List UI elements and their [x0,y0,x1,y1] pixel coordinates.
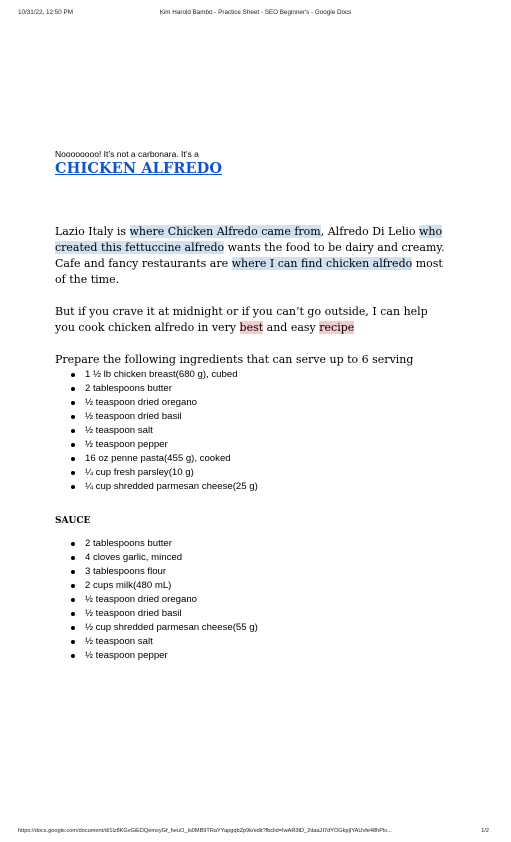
ingredients-list [55,368,258,494]
bullet-icon [71,485,75,489]
list-item [55,396,258,410]
list-item-text: ½ teaspoon salt [85,425,153,436]
list-item-text: ½ teaspoon dried basil [85,411,182,422]
list-item-text: 2 tablespoons butter [85,538,172,549]
bullet-icon [71,598,75,602]
bullet-icon [71,556,75,560]
text-segment: and easy [263,321,320,334]
bullet-icon [71,415,75,419]
list-item [55,410,258,424]
highlighted-phrase: where Chicken Alfredo came from [129,225,321,238]
text-segment: wants the food to be dairy and creamy. Cafe and fancy restaurants are [55,241,445,270]
list-item-text: 2 tablespoons butter [85,383,172,394]
print-datetime: 10/31/22, 12:50 PM [18,9,73,16]
list-item-text: ½ teaspoon dried oregano [85,594,198,605]
list-item [55,452,258,466]
paragraph-craving [55,304,450,336]
highlighted-word: recipe [319,321,355,334]
bullet-icon [71,401,75,405]
text-segment: most of the time. [55,257,443,286]
bullet-icon [71,542,75,546]
list-item [55,438,258,452]
bullet-icon [71,626,75,630]
bullet-icon [71,612,75,616]
bullet-icon [71,457,75,461]
intro-text: Noooooooo! It’s not a carbonara. It’s a [55,149,199,159]
bullet-icon [71,654,75,658]
list-item-text: 2 cups milk(480 mL) [85,580,172,591]
highlighted-phrase: who created this fettuccine alfredo [55,225,443,254]
bullet-icon [71,640,75,644]
bullet-icon [71,471,75,475]
print-doc-title: Kim Harold Bambo - Practice Sheet - SEO Beginner's - Google Docs [159,9,352,16]
list-item [55,621,258,635]
list-item [55,466,258,480]
list-item [55,565,258,579]
list-item-text: ¼ cup fresh parsley(10 g) [85,467,194,478]
list-item [55,593,258,607]
list-item [55,607,258,621]
list-item-text: 3 tablespoons flour [85,566,167,577]
bullet-icon [71,373,75,377]
list-item-text: ¼ cup shredded parmesan cheese(25 g) [85,481,258,492]
list-item [55,424,258,438]
bullet-icon [71,584,75,588]
page-title-link[interactable]: CHICKEN ALFREDO [55,160,223,177]
print-url: https://docs.google.com/document/d/1lz8KGvGiEDQemsyGf_heuO_Is0MB9TRaYYapgqbZp9k/edit?fbclid=IwAR3tD_2daaJI7dYOGkpjIYAUvfe48hPlo... [18,828,392,834]
text-segment: But if you crave it at midnight or if you can’t go outside, I can help you cook chicken alfredo in very [55,305,428,334]
list-item-text: ½ teaspoon dried basil [85,608,182,619]
print-page-number: 1/2 [481,828,489,834]
text-segment: Lazio Italy is [55,225,130,238]
list-item-text: ½ cup shredded parmesan cheese(55 g) [85,622,258,633]
list-item-text: 1 ½ lb chicken breast(680 g), cubed [85,369,238,380]
list-item-text: ½ teaspoon dried oregano [85,397,198,408]
bullet-icon [71,443,75,447]
text-segment: , Alfredo Di Lelio [320,225,419,238]
bullet-icon [71,570,75,574]
highlighted-word: best [239,321,264,334]
list-item [55,537,258,551]
bullet-icon [71,387,75,391]
list-item [55,551,258,565]
list-item [55,635,258,649]
sauce-heading: SAUCE [55,516,91,526]
bullet-icon [71,429,75,433]
list-item-text: 4 cloves garlic, minced [85,552,183,563]
list-item [55,382,258,396]
list-item-text: ½ teaspoon pepper [85,650,168,661]
list-item [55,368,258,382]
highlighted-phrase: where I can find chicken alfredo [231,257,413,270]
list-item-text: ½ teaspoon pepper [85,439,168,450]
paragraph-origin [55,224,450,288]
list-item [55,480,258,494]
sauce-list [55,537,258,663]
list-item-text: ½ teaspoon salt [85,636,153,647]
list-item [55,579,258,593]
list-item-text: 16 oz penne pasta(455 g), cooked [85,453,231,464]
paragraph-prepare: Prepare the following ingredients that can serve up to 6 serving [55,353,414,366]
list-item [55,649,258,663]
